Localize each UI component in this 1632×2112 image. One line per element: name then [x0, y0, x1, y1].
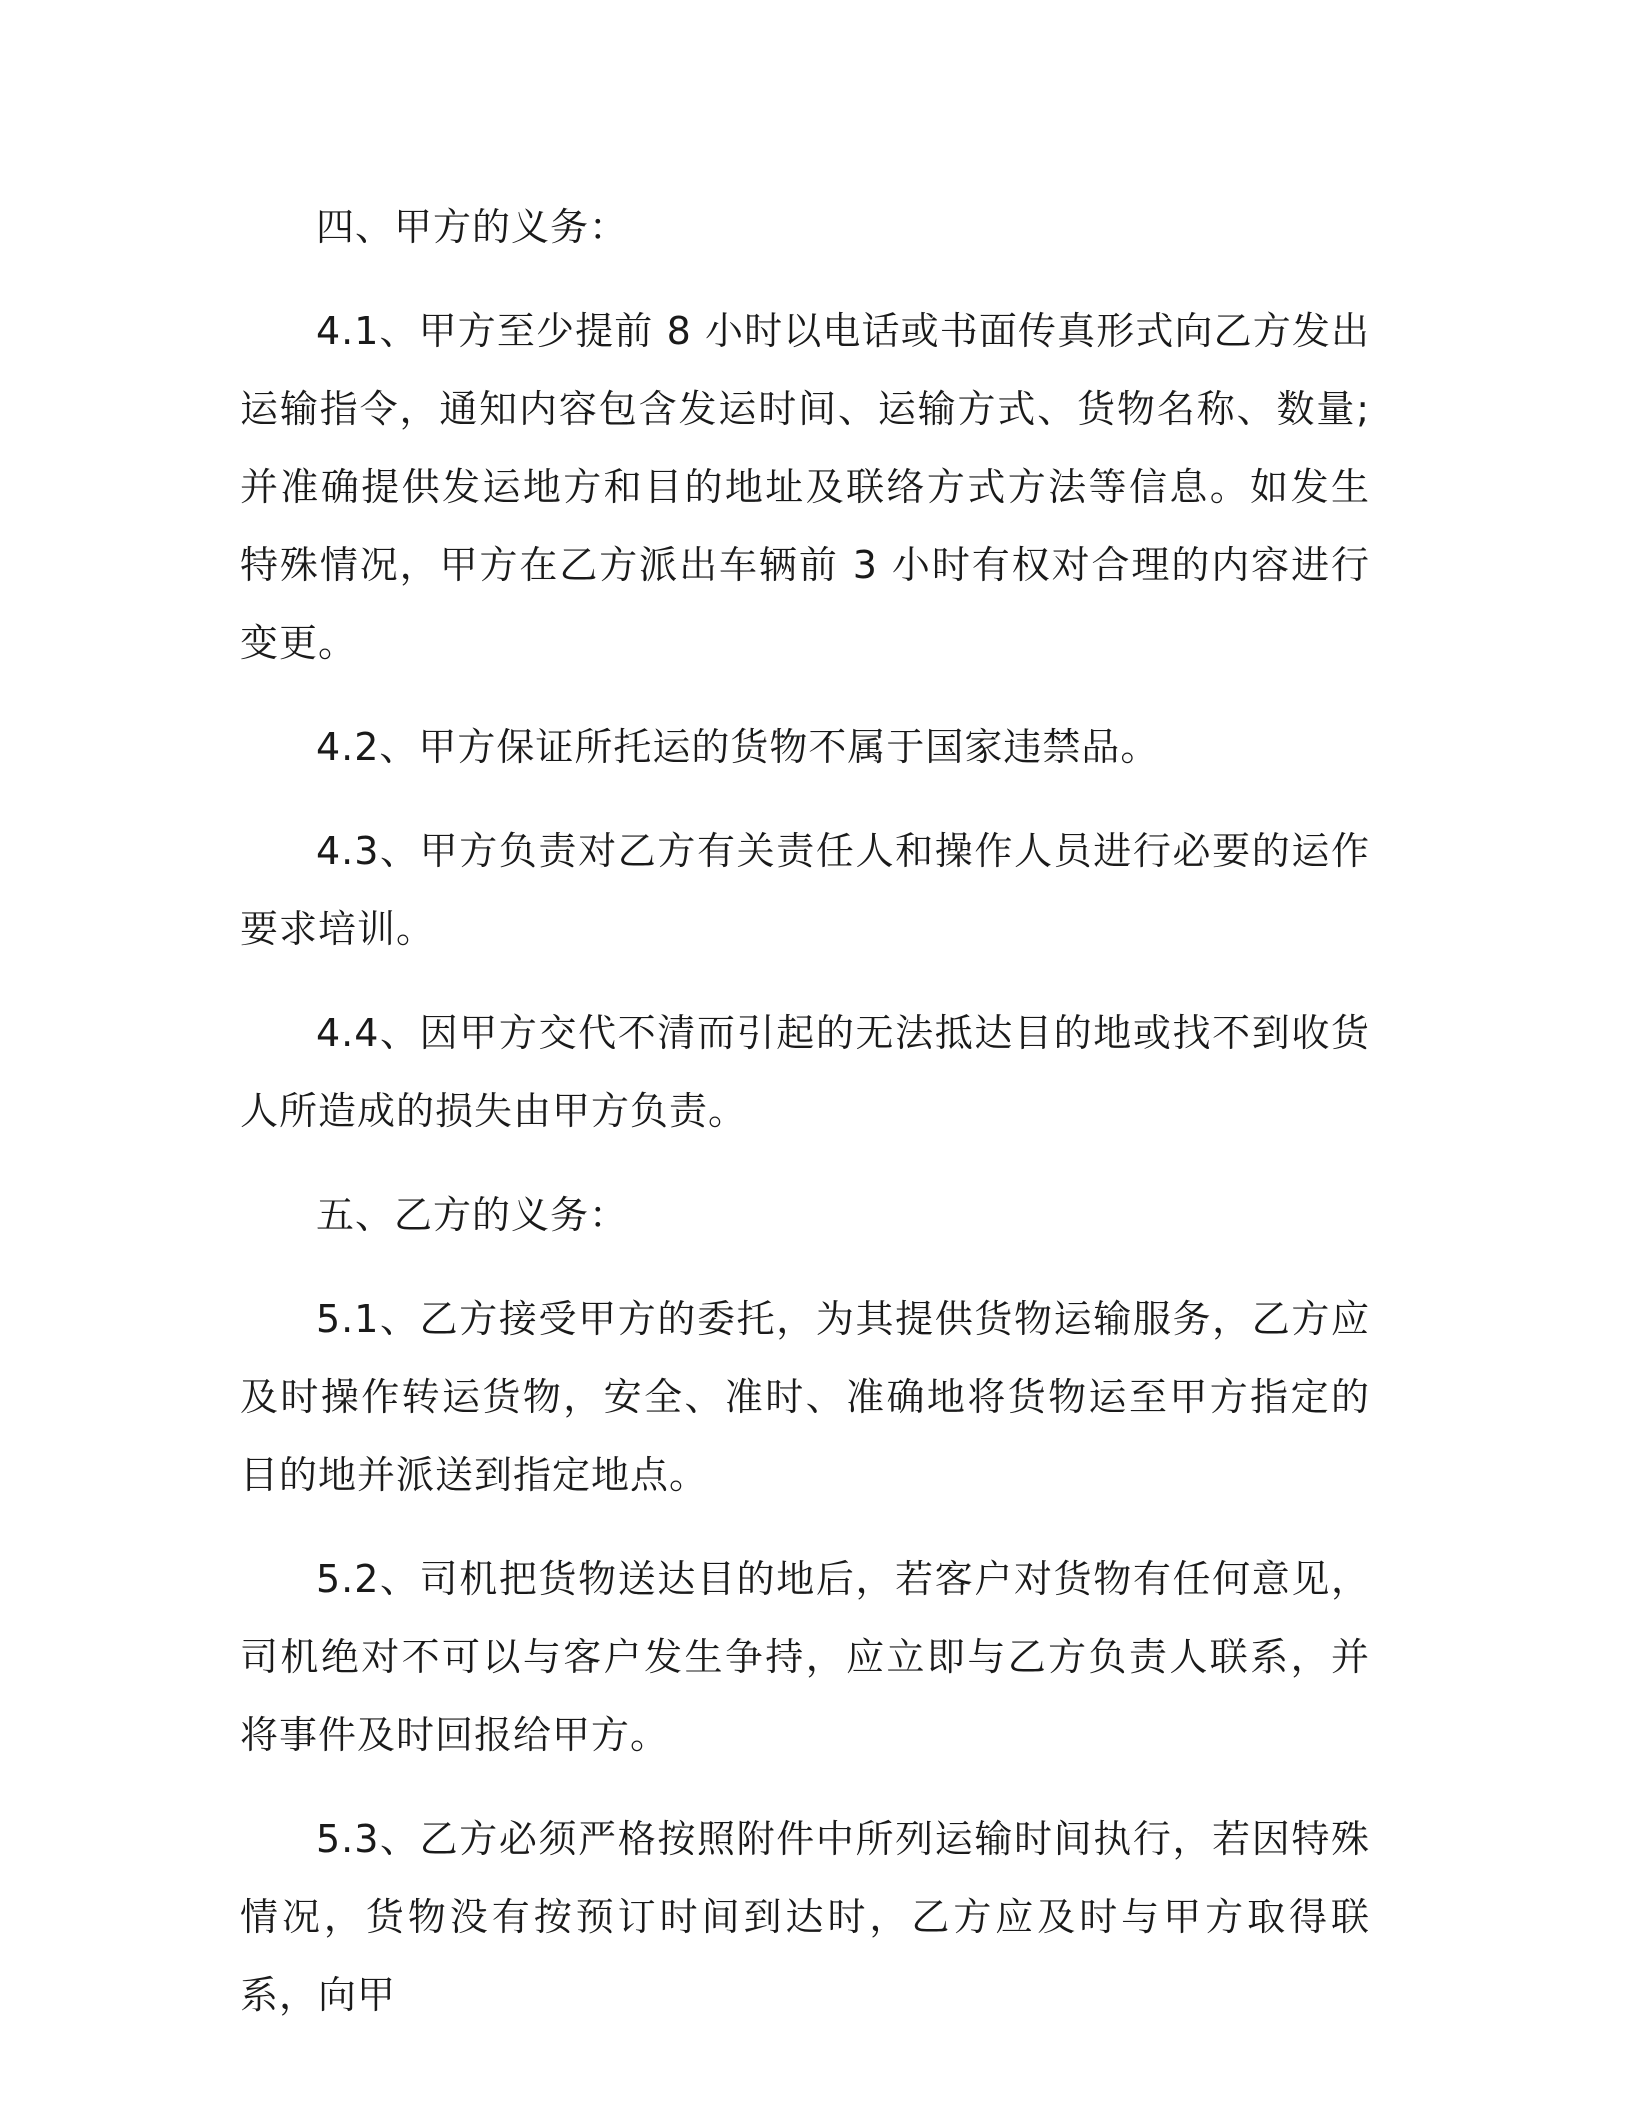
section-heading-4: 四、甲方的义务：	[316, 205, 629, 249]
clause-4-1: 4.1、甲方至少提前 8 小时以电话或书面传真形式向乙方发出运输指令，通知内容包含发运时间、运输方式、货物名称、数量;并准确提供发运地方和目的地址及联络方式方法等信息。如发生特殊情况，甲方在乙方派出车辆前 3 小时有权对合理的内容进行变更。	[240, 309, 1370, 665]
section-heading-5: 五、乙方的义务：	[316, 1193, 629, 1237]
clause-4-3: 4.3、甲方负责对乙方有关责任人和操作人员进行必要的运作要求培训。	[240, 829, 1370, 951]
clause-4-4: 4.4、因甲方交代不清而引起的无法抵达目的地或找不到收货人所造成的损失由甲方负责。	[240, 1011, 1370, 1133]
clause-5-2: 5.2、司机把货物送达目的地后，若客户对货物有任何意见，司机绝对不可以与客户发生争持，应立即与乙方负责人联系，并将事件及时回报给甲方。	[240, 1557, 1370, 1757]
clause-5-3: 5.3、乙方必须严格按照附件中所列运输时间执行，若因特殊情况，货物没有按预订时间到达时，乙方应及时与甲方取得联系，向甲	[240, 1817, 1370, 2017]
document-body	[240, 188, 1370, 2034]
clause-5-1: 5.1、乙方接受甲方的委托，为其提供货物运输服务，乙方应及时操作转运货物，安全、准时、准确地将货物运至甲方指定的目的地并派送到指定地点。	[240, 1297, 1370, 1497]
clause-4-2: 4.2、甲方保证所托运的货物不属于国家违禁品。	[316, 725, 1160, 769]
